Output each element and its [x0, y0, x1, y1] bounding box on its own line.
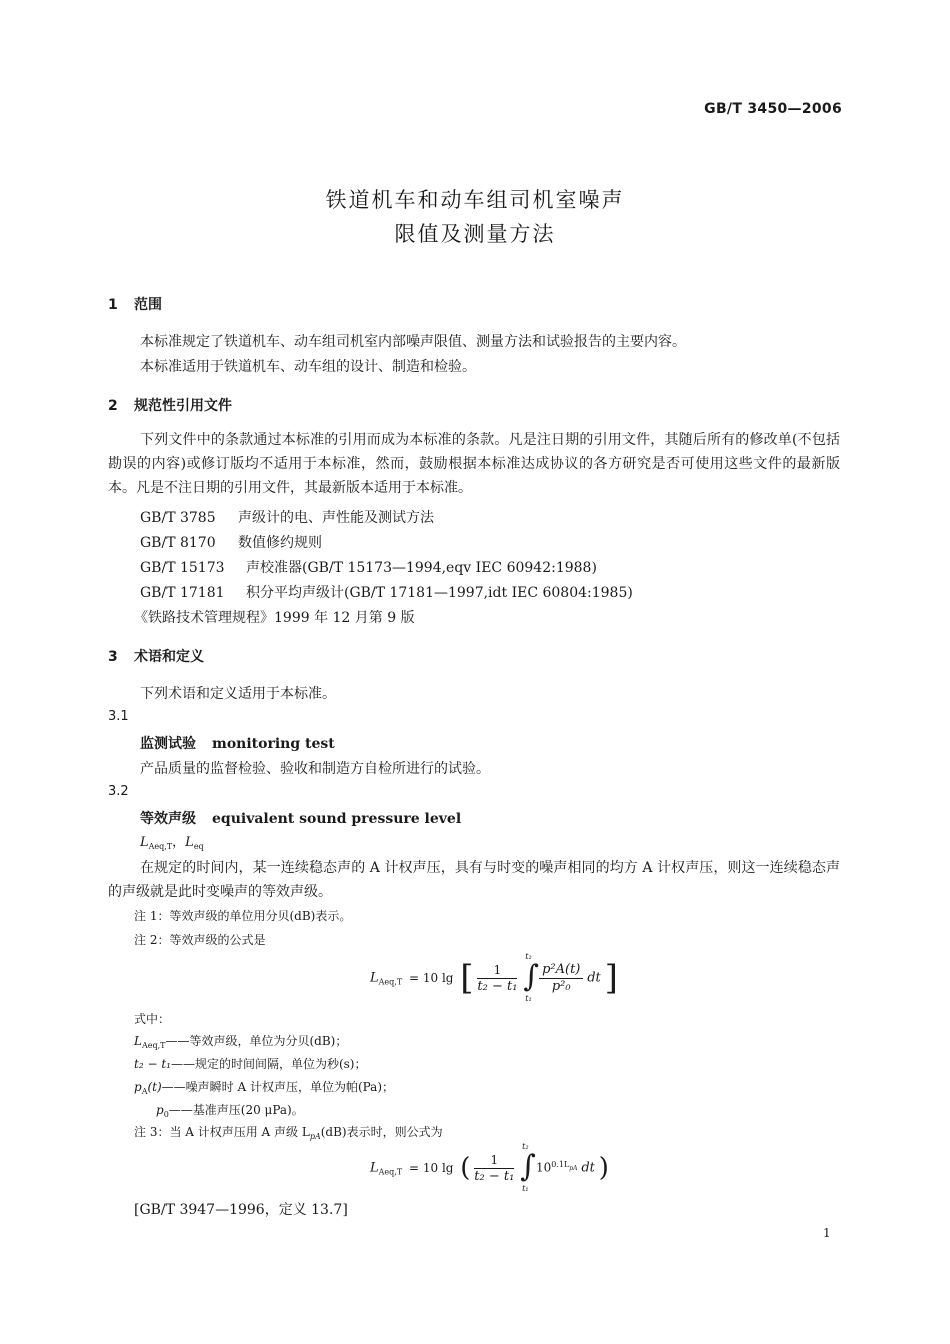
note-3-text-end: (dB)表示时，则公式为: [320, 1125, 443, 1139]
section-1-para-2: 本标准适用于铁道机车、动车组的设计、制造和检验。: [140, 359, 476, 375]
term-en: equivalent sound pressure level: [212, 811, 462, 827]
integral-lower-limit: t₁: [525, 994, 532, 1003]
integrand-numerator: p²A(t): [539, 962, 583, 979]
reference-code: GB/T 15173: [140, 560, 225, 576]
formula-equivalent-level-alt: [370, 1142, 609, 1193]
formula-lhs: L: [370, 1160, 379, 1176]
variable-subscript: 0: [163, 1110, 169, 1119]
integral-upper-limit: t₂: [525, 952, 532, 961]
section-title: 术语和定义: [134, 649, 204, 665]
fraction: [477, 962, 517, 995]
section-number: 2: [108, 398, 118, 414]
reference-code: GB/T 3785: [140, 510, 216, 526]
fraction-numerator: 1: [477, 962, 517, 979]
paren-right: ): [598, 1153, 609, 1183]
power-exponent: [551, 1159, 578, 1172]
differential: dt: [587, 970, 601, 986]
section-3-heading: [108, 646, 204, 666]
term-number: 3.2: [108, 784, 129, 799]
variable-definition: [134, 1078, 394, 1096]
reference-title: 声校准器(GB/T 15173—1994,eqv IEC 60942:1988): [246, 560, 597, 576]
formula-lhs: L: [370, 970, 379, 986]
exponent-text: 0.1L: [551, 1159, 570, 1169]
paren-left: (: [460, 1153, 471, 1183]
integrand-denominator: p²₀: [551, 978, 571, 994]
variable-text: ——基准声压(20 μPa)。: [168, 1103, 304, 1117]
exponent-subscript: pA: [569, 1164, 578, 1172]
term-source: [GB/T 3947—1996，定义 13.7]: [134, 1202, 348, 1218]
integral-glyph: ∫: [523, 959, 539, 994]
section-3-intro: 下列术语和定义适用于本标准。: [140, 686, 336, 702]
differential: dt: [581, 1160, 595, 1176]
formula-lhs-subscript: Aeq,T: [378, 1167, 403, 1177]
variable-subscript: Aeq,T: [141, 1041, 166, 1050]
note-3: [134, 1123, 443, 1141]
term-definition: 在规定的时间内，某一连续稳态声的 A 计权声压，具有与时变的噪声相同的均方 A 计权声压，则这一连续稳态声的声级就是此时变噪声的等效声级。: [108, 860, 840, 900]
reference-item: [140, 557, 597, 577]
bracket-right: ]: [604, 958, 618, 998]
section-1-heading: [108, 294, 162, 314]
reference-item-regulation: 《铁路技术管理规程》1999 年 12 月第 9 版: [134, 610, 415, 626]
section-2-intro: 下列文件中的条款通过本标准的引用而成为本标准的条款。凡是注日期的引用文件，其随后所有的修改单(不包括勘误的内容)或修订版均不适用于本标准，然而，鼓励根据本标准达成协议的各方研究是否可使用这些文件的最新版本。凡是不注日期的引用文件，其最新版本适用于本标准。: [108, 432, 840, 496]
reference-title: 积分平均声级计(GB/T 17181—1997,idt IEC 60804:1985): [246, 585, 633, 601]
formula-equivalent-level: [370, 952, 618, 1003]
note-3-text: 注 3：当 A 计权声压用 A 声级 L: [134, 1125, 310, 1139]
section-number: 1: [108, 297, 118, 313]
bracket-left: [: [460, 958, 474, 998]
reference-code: GB/T 17181: [140, 585, 225, 601]
variable-text: ——噪声瞬时 A 计权声压，单位为帕(Pa)；: [161, 1080, 395, 1094]
formula-operator: = 10 lg: [408, 970, 454, 985]
variable-symbol: p: [156, 1103, 164, 1117]
variable-text: ——等效声级，单位为分贝(dB)；: [165, 1034, 348, 1048]
reference-title: 数值修约规则: [238, 535, 322, 551]
page-number: 1: [823, 1226, 831, 1240]
fraction: [474, 1152, 514, 1185]
document-title-line2: 限值及测量方法: [394, 222, 556, 246]
variable-definition: [134, 1032, 347, 1050]
fraction-numerator: 1: [474, 1152, 514, 1169]
power-base: 10: [535, 1160, 552, 1175]
variable-symbol: t₂ − t₁: [134, 1057, 171, 1071]
section-2-heading: [108, 395, 232, 415]
integral-upper-limit: t₂: [522, 1142, 529, 1151]
integral-glyph: ∫: [520, 1149, 536, 1184]
term-zh: 监测试验: [140, 736, 196, 752]
term-definition: 产品质量的监督检验、验收和制造方自检所进行的试验。: [140, 761, 490, 777]
term-en: monitoring test: [212, 736, 335, 752]
integral-sign: [521, 952, 539, 1003]
symbol-subscript: eq: [193, 842, 204, 851]
symbol-separator: ，: [172, 835, 186, 850]
fraction-denominator: t₂ − t₁: [477, 978, 518, 994]
variable-text: ——规定的时间间隔，单位为秒(s)；: [170, 1057, 367, 1071]
symbol-letter: L: [140, 835, 149, 850]
variable-subscript: A: [141, 1087, 148, 1096]
integrand-fraction: [539, 962, 583, 995]
integral-lower-limit: t₁: [522, 1184, 529, 1193]
variable-definition: [134, 1055, 366, 1072]
symbol-letter: L: [185, 835, 194, 850]
integral-sign: [518, 1142, 536, 1193]
variable-argument: (t): [147, 1080, 162, 1094]
document-title-line1: 铁道机车和动车组司机室噪声: [325, 188, 625, 212]
variable-symbol: p: [134, 1080, 142, 1094]
term-zh: 等效声级: [140, 811, 196, 827]
variable-definition: [156, 1101, 304, 1119]
standard-number: GB/T 3450—2006: [704, 101, 842, 117]
term-heading: [140, 733, 335, 753]
reference-code: GB/T 8170: [140, 535, 216, 551]
reference-item: [140, 582, 633, 602]
variable-symbol: L: [134, 1034, 142, 1048]
term-symbols: [140, 831, 204, 851]
symbol-subscript: Aeq,T: [148, 842, 173, 851]
note-2: 注 2：等效声级的公式是: [134, 933, 266, 947]
formula-operator: = 10 lg: [408, 1160, 454, 1175]
reference-item: [140, 507, 434, 527]
section-1-para-1: 本标准规定了铁道机车、动车组司机室内部噪声限值、测量方法和试验报告的主要内容。: [140, 334, 686, 350]
section-title: 规范性引用文件: [134, 398, 232, 414]
where-label: 式中：: [134, 1012, 171, 1026]
term-number: 3.1: [108, 709, 129, 724]
note-3-subscript: pA: [309, 1132, 321, 1141]
fraction-denominator: t₂ − t₁: [474, 1168, 515, 1184]
term-heading: [140, 808, 461, 828]
formula-lhs-subscript: Aeq,T: [378, 977, 403, 987]
reference-title: 声级计的电、声性能及测试方法: [238, 510, 434, 526]
note-1: 注 1：等效声级的单位用分贝(dB)表示。: [134, 909, 352, 923]
section-title: 范围: [134, 297, 162, 313]
section-number: 3: [108, 649, 118, 665]
reference-item: [140, 532, 322, 552]
